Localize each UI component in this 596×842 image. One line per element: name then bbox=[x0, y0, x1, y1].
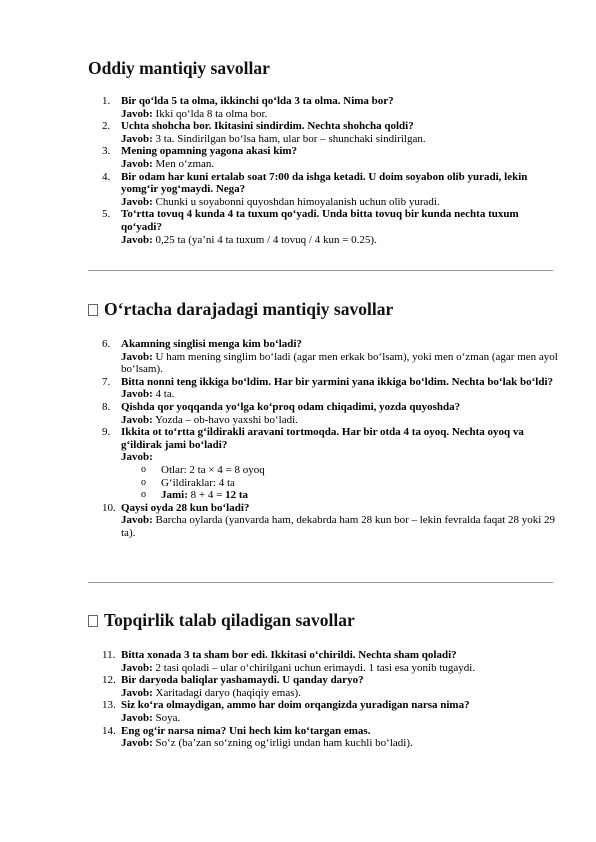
section-divider bbox=[88, 270, 553, 271]
list-item: 8. Qishda qor yoqqanda yo‘lga ko‘proq odam chiqadimi, yozda quyoshda? Javob: Yozda – ob-havo yaxshi bo‘ladi. bbox=[102, 400, 461, 426]
missing-glyph-icon bbox=[88, 304, 98, 316]
answer-label: Javob: bbox=[121, 388, 153, 401]
section2-heading: O‘rtacha darajadagi mantiqiy savollar bbox=[88, 299, 393, 320]
question-text: Bir daryoda baliqlar yashamaydi. U qanday daryo? bbox=[121, 674, 364, 687]
answer-text: 3 ta. Sindirilgan bo‘lsa ham, ular bor – shunchaki sindirilgan. bbox=[155, 132, 426, 145]
question-text: Bir qo‘lda 5 ta olma, ikkinchi qo‘lda 3 ta olma. Nima bor? bbox=[121, 95, 394, 107]
list-item: 7. Bitta nonni teng ikkiga bo‘ldim. Har bir yarmini yana ikkiga bo‘ldim. Nechta bo‘lak bo‘ldi? Javob: 4 ta. bbox=[102, 375, 554, 401]
list-item: 3. Mening opamning yagona akasi kim? Javob: Men o‘zman. bbox=[102, 145, 298, 170]
section2-list bbox=[88, 338, 558, 540]
answer-label: Javob: bbox=[121, 413, 153, 426]
answer-text: Xaritadagi daryo (haqiqiy emas). bbox=[155, 686, 301, 699]
question-text: Qaysi oyda 28 kun bo‘ladi? bbox=[121, 501, 250, 514]
sub-list-item: o G‘ildiraklar: 4 ta bbox=[141, 476, 235, 489]
list-item: 10. Qaysi oyda 28 kun bo‘ladi? Javob: Barcha oylarda (yanvarda ham, dekabrda ham 28 kun bor – lekin fevralda faqat 28 yoki 29 ta). bbox=[102, 501, 556, 539]
answer-text: Barcha oylarda (yanvarda ham, dekabrda ham 28 kun bor – lekin fevralda faqat 28 yoki 29 ta). bbox=[121, 514, 556, 539]
missing-glyph-icon bbox=[88, 615, 98, 627]
list-item: 4. Bir odam har kuni ertalab soat 7:00 da ishga ketadi. U doim soyabon olib yuradi, lekin yomg‘ir yog‘maydi. Nega? Javob: Chunki u soyabonni quyoshdan himoyalanish uchun olib yuradi. bbox=[102, 170, 528, 208]
answer-text: 2 tasi qoladi – ular o‘chirilgani uchun erimaydi. 1 tasi esa yonib tugaydi. bbox=[155, 661, 476, 674]
answer-label: Javob: bbox=[121, 737, 153, 750]
question-text: Qishda qor yoqqanda yo‘lga ko‘proq odam chiqadimi, yozda quyoshda? bbox=[121, 400, 461, 413]
question-text: Bir odam har kuni ertalab soat 7:00 da ishga ketadi. U doim soyabon olib yuradi, lekin yomg‘ir yog‘maydi. Nega? bbox=[121, 170, 528, 196]
answer-label: Javob: bbox=[121, 350, 153, 363]
answer-label: Javob: bbox=[121, 157, 153, 170]
question-text: Bitta xonada 3 ta sham bor edi. Ikkitasi o‘chirildi. Nechta sham qoladi? bbox=[121, 649, 457, 661]
answer-text: U ham mening singlim bo‘ladi (agar men erkak bo‘lsam), yoki men o‘zman (agar men ayol bo‘lsam). bbox=[121, 350, 558, 376]
section3-list bbox=[88, 649, 558, 750]
question-text: Mening opamning yagona akasi kim? bbox=[121, 145, 298, 158]
answer-label: Javob: bbox=[121, 195, 153, 208]
list-item: 1. Bir qo‘lda 5 ta olma, ikkinchi qo‘lda 3 ta olma. Nima bor? Javob: Ikki qo‘lda 8 ta olma bor. bbox=[102, 95, 394, 120]
answer-label: Javob: bbox=[121, 451, 153, 464]
answer-label: Javob: bbox=[121, 686, 153, 699]
question-text: Ikkita ot to‘rtta g‘ildirakli aravani tortmoqda. Har bir otda 4 ta oyoq. Nechta oyoq va g‘ildirak jami bo‘ladi? bbox=[121, 426, 524, 451]
sub-list-item: o Jami: 8 + 4 = 12 ta bbox=[141, 489, 248, 502]
sub-list-item: o Otlar: 2 ta × 4 = 8 oyoq bbox=[141, 463, 265, 476]
answer-text: Men o‘zman. bbox=[155, 157, 215, 170]
answer-label: Javob: bbox=[121, 132, 153, 145]
answer-text: 0,25 ta (ya’ni 4 ta tuxum / 4 tovuq / 4 kun = 0.25). bbox=[155, 233, 377, 246]
list-item: 13. Siz ko‘ra olmaydigan, ammo har doim orqangizda yuradigan narsa nima? Javob: Soya. bbox=[102, 699, 470, 724]
answer-text: Yozda – ob-havo yaxshi bo‘ladi. bbox=[155, 413, 298, 426]
section3-heading: Topqirlik talab qiladigan savollar bbox=[88, 610, 355, 631]
answer-text: Soya. bbox=[155, 711, 181, 724]
answer-label: Javob: bbox=[121, 711, 153, 724]
list-item: 11. Bitta xonada 3 ta sham bor edi. Ikkitasi o‘chirildi. Nechta sham qoladi? Javob: 2 tasi qoladi – ular o‘chirilgani uchun erimaydi. 1 tasi esa yonib tugaydi. bbox=[102, 649, 476, 674]
question-text: To‘rtta tovuq 4 kunda 4 ta tuxum qo‘yadi. Unda bitta tovuq bir kunda nechta tuxum qo‘yadi? bbox=[121, 208, 519, 233]
answer-label: Javob: bbox=[121, 514, 153, 527]
answer-text: So‘z (ba’zan so‘zning og‘irligi undan ham kuchli bo‘ladi). bbox=[155, 737, 413, 750]
list-item: 9. Ikkita ot to‘rtta g‘ildirakli aravani tortmoqda. Har bir otda 4 ta oyoq. Nechta oyoq va g‘ildirak jami bo‘ladi? Javob: o Otlar: 2 ta × 4 = 8 oyoq o G‘ildiraklar: 4 ta o Jami: 8 + 4 = 12 ta bbox=[88, 426, 558, 502]
answer-label: Javob: bbox=[121, 107, 153, 120]
list-item: 6. Akamning singlisi menga kim bo‘ladi? Javob: U ham mening singlim bo‘ladi (agar men erkak bo‘lsam), yoki men o‘zman (agar men ayol bo‘lsam). bbox=[102, 338, 558, 376]
answer-text: Chunki u soyabonni quyoshdan himoyalanish uchun olib yuradi. bbox=[155, 195, 440, 208]
sub-list bbox=[121, 464, 558, 502]
list-item: 2. Uchta shohcha bor. Ikitasini sindirdim. Nechta shohcha qoldi? Javob: 3 ta. Sindirilgan bo‘lsa ham, ular bor – shunchaki sindirilgan. bbox=[102, 120, 426, 145]
list-item: 12. Bir daryoda baliqlar yashamaydi. U qanday daryo? Javob: Xaritadagi daryo (haqiqiy emas). bbox=[102, 674, 364, 699]
list-item: 14. Eng og‘ir narsa nima? Uni hech kim ko‘targan emas. Javob: So‘z (ba’zan so‘zning og‘irligi undan ham kuchli bo‘ladi). bbox=[102, 724, 413, 750]
question-text: Eng og‘ir narsa nima? Uni hech kim ko‘targan emas. bbox=[121, 724, 371, 737]
page-title: Oddiy mantiqiy savollar bbox=[88, 58, 270, 78]
answer-label: Javob: bbox=[121, 661, 153, 674]
section1-list bbox=[88, 95, 558, 246]
section-divider bbox=[88, 582, 553, 583]
answer-text: 4 ta. bbox=[155, 388, 175, 401]
question-text: Uchta shohcha bor. Ikitasini sindirdim. Nechta shohcha qoldi? bbox=[121, 120, 414, 133]
answer-label: Javob: bbox=[121, 233, 153, 246]
list-item: 5. To‘rtta tovuq 4 kunda 4 ta tuxum qo‘yadi. Unda bitta tovuq bir kunda nechta tuxum qo‘yadi? Javob: 0,25 ta (ya’ni 4 ta tuxum / 4 tovuq / 4 kun = 0.25). bbox=[102, 208, 519, 246]
answer-text: Ikki qo‘lda 8 ta olma bor. bbox=[155, 107, 268, 120]
question-text: Akamning singlisi menga kim bo‘ladi? bbox=[121, 338, 302, 350]
question-text: Bitta nonni teng ikkiga bo‘ldim. Har bir yarmini yana ikkiga bo‘ldim. Nechta bo‘lak bo‘ldi? bbox=[121, 375, 554, 388]
question-text: Siz ko‘ra olmaydigan, ammo har doim orqangizda yuradigan narsa nima? bbox=[121, 699, 470, 712]
